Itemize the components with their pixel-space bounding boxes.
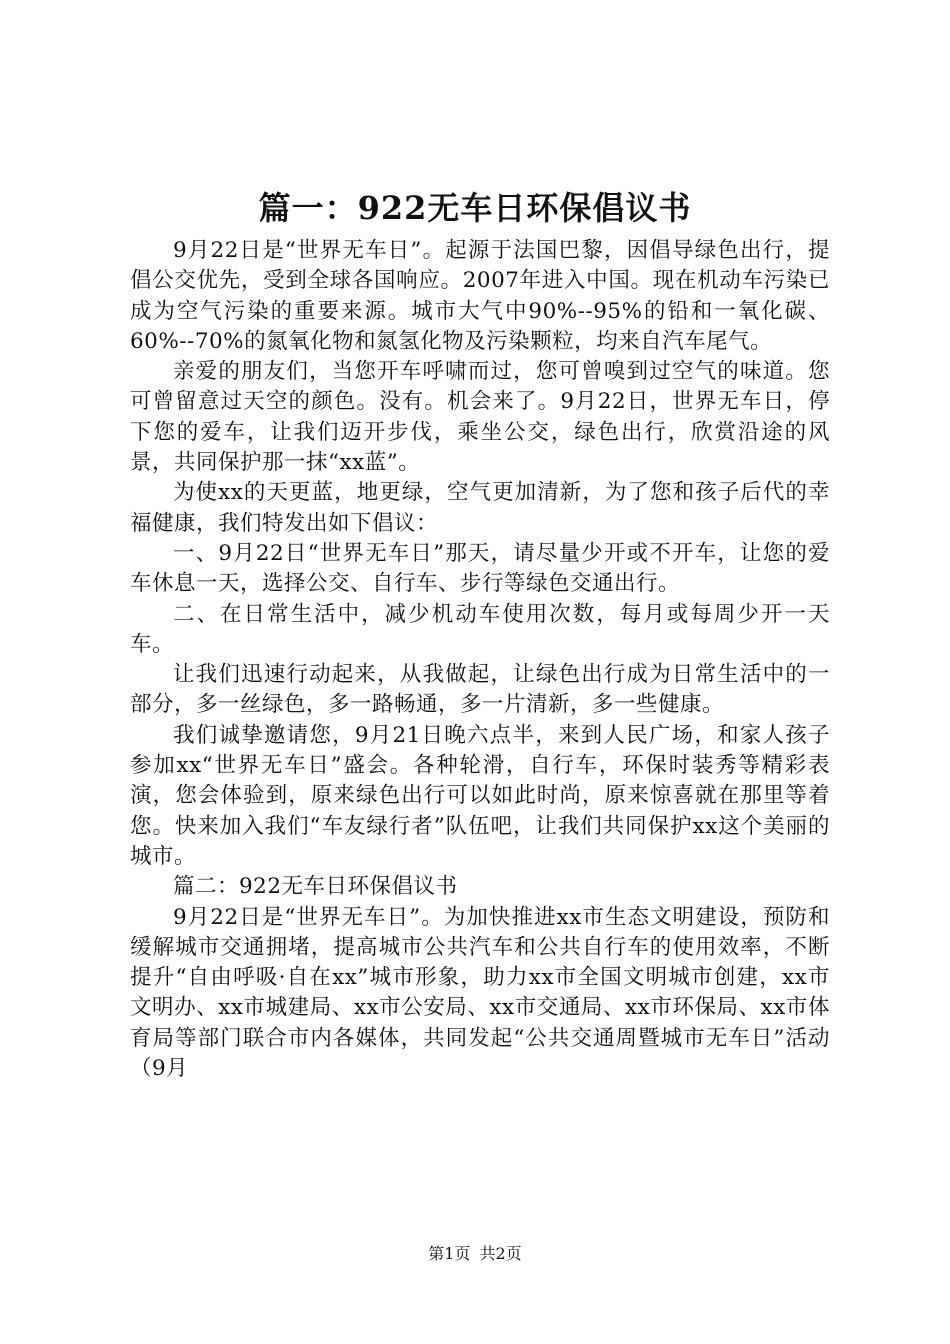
page-total: 共2页 — [479, 1244, 522, 1263]
paragraph-8: 9月22日是“世界无车日”。为加快推进xx市生态文明建设，预防和缓解城市交通拥堵，提高城市公共汽车和公共自行车的使用效率，不断提升“自由呼吸·自在xx”城市形象，助力xx市全国文明城市创建，xx市文明办、xx市城建局、xx市公安局、xx市交通局、xx市环保局、xx市体育局等部门联合市内各媒体，共同发起“公共交通周暨城市无车日”活动（9月 — [130, 904, 830, 1082]
paragraph-6: 让我们迅速行动起来，从我做起，让绿色出行成为日常生活中的一部分，多一丝绿色，多一路畅通，多一片清新，多一些健康。 — [130, 662, 830, 718]
section-subheading: 篇二：922无车日环保倡议书 — [173, 874, 458, 900]
page-footer — [0, 1242, 950, 1266]
document-title: 篇一：922无车日环保倡议书 — [258, 189, 692, 227]
document-body — [130, 236, 830, 1084]
paragraph-1: 9月22日是“世界无车日”。起源于法国巴黎，因倡导绿色出行，提倡公交优先，受到全球各国响应。2007年进入中国。现在机动车污染已成为空气污染的重要来源。城市大气中90%--95%的铅和一氧化碳、60%--70%的氮氧化物和氮氢化物及污染颗粒，均来自汽车尾气。 — [130, 238, 830, 354]
page-number: 第1页 — [428, 1244, 471, 1263]
paragraph-7: 我们诚挚邀请您，9月21日晚六点半，来到人民广场，和家人孩子参加xx“世界无车日”盛会。各种轮滑，自行车，环保时装秀等精彩表演，您会体验到，原来绿色出行可以如此时尚，原来惊喜就在那里等着您。快来加入我们“车友绿行者”队伍吧，让我们共同保护xx这个美丽的城市。 — [130, 722, 830, 869]
paragraph-5: 二、在日常生活中，减少机动车使用次数，每月或每周少开一天车。 — [130, 601, 830, 657]
paragraph-2: 亲爱的朋友们，当您开车呼啸而过，您可曾嗅到过空气的味道。您可曾留意过天空的颜色。没有。机会来了。9月22日，世界无车日，停下您的爱车，让我们迈开步伐，乘坐公交，绿色出行，欣赏沿途的风景，共同保护那一抹“xx蓝”。 — [130, 359, 830, 476]
paragraph-4: 一、9月22日“世界无车日”那天，请尽量少开或不开车，让您的爱车休息一天，选择公交、自行车、步行等绿色交通出行。 — [130, 540, 830, 597]
paragraph-3: 为使xx的天更蓝，地更绿，空气更加清新，为了您和孩子后代的幸福健康，我们特发出如下倡议： — [130, 480, 830, 536]
